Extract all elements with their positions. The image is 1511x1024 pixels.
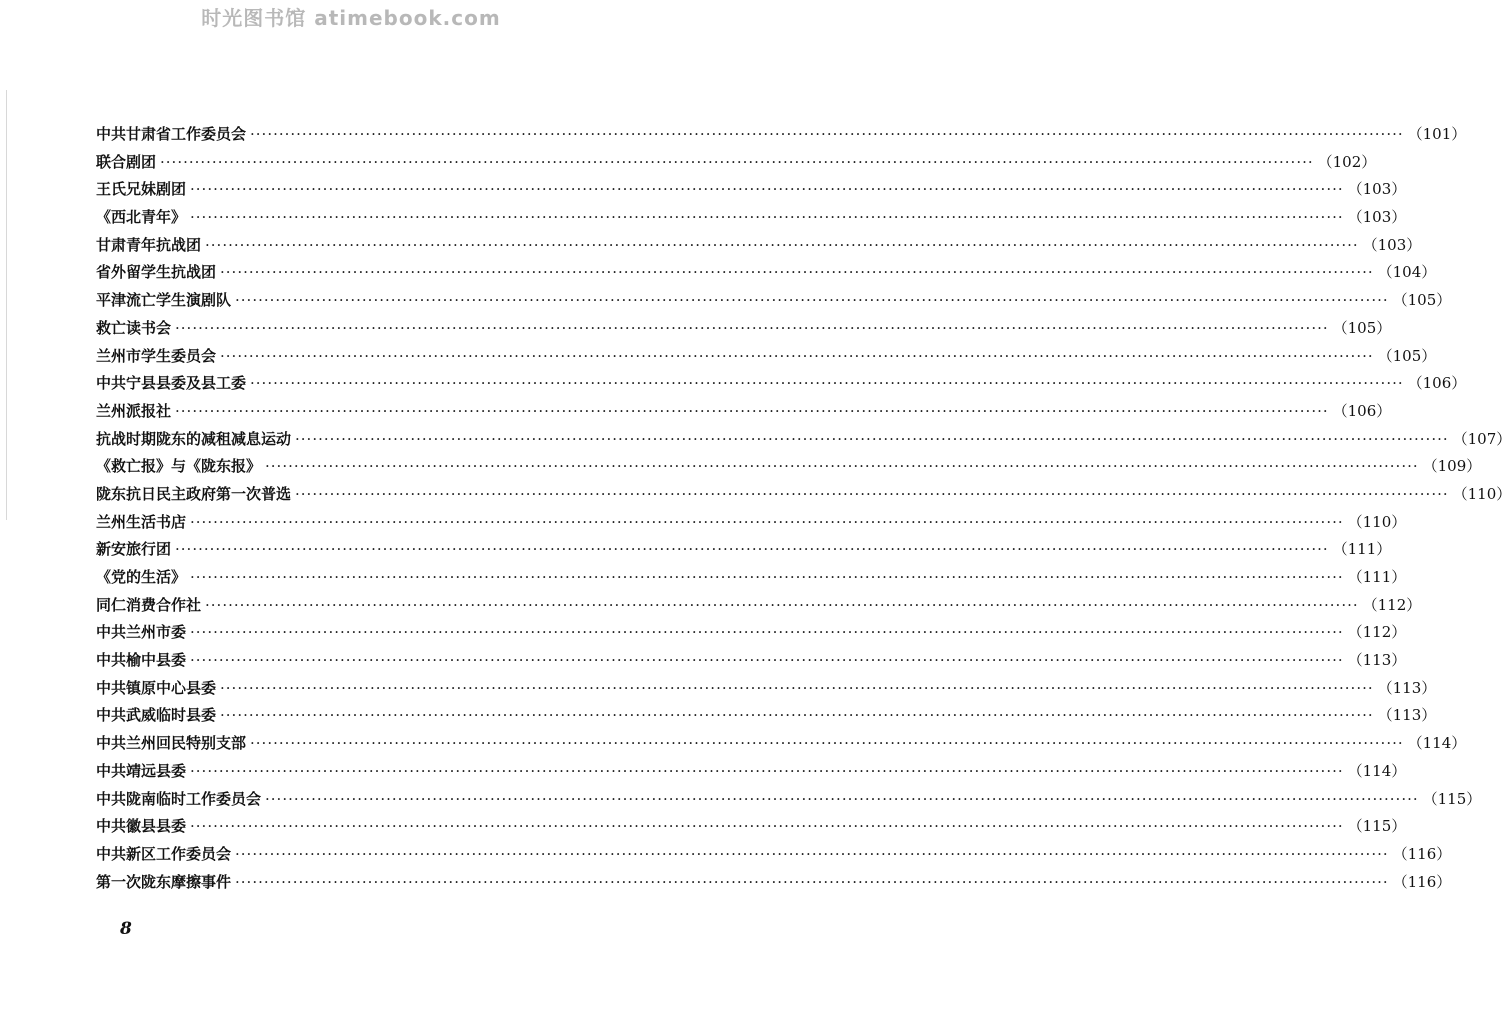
toc-leader-dots: ········································································································································································································ <box>160 152 1314 171</box>
toc-entry <box>96 564 1407 592</box>
toc-entry-title: 中共陇南临时工作委员会 <box>96 789 262 808</box>
toc-entry-title: 同仁消费合作社 <box>96 595 202 614</box>
toc-entry-title: 中共兰州市委 <box>96 623 187 642</box>
toc-entry-page: （114） <box>1407 734 1467 753</box>
toc-leader-dots: ········································································································································································································ <box>175 401 1329 420</box>
toc-leader-dots: ········································································································································································································ <box>220 678 1374 697</box>
toc-leader-dots: ········································································································································································································ <box>190 761 1344 780</box>
toc-entry-page: （105） <box>1377 346 1437 365</box>
toc-entry <box>96 841 1452 869</box>
toc-entry-title: 中共徽县县委 <box>96 817 187 836</box>
table-of-contents <box>96 121 1511 896</box>
toc-entry-title: 中共武威临时县委 <box>96 706 217 725</box>
toc-entry-page: （111） <box>1332 540 1392 559</box>
toc-leader-dots: ········································································································································································································ <box>295 429 1449 448</box>
toc-leader-dots: ········································································································································································································ <box>190 180 1344 199</box>
toc-leader-dots: ········································································································································································································ <box>190 208 1344 227</box>
toc-entry-title: 平津流亡学生演剧队 <box>96 291 232 310</box>
toc-entry <box>96 675 1437 703</box>
toc-entry-page: （116） <box>1392 872 1452 891</box>
toc-entry-page: （101） <box>1407 125 1467 143</box>
toc-entry <box>96 592 1422 620</box>
toc-entry-title: 省外留学生抗战团 <box>96 263 217 282</box>
toc-entry-title: 《救亡报》与《陇东报》 <box>96 457 262 476</box>
toc-entry-title: 抗战时期陇东的减租减息运动 <box>96 429 292 448</box>
toc-leader-dots: ········································································································································································································ <box>205 595 1359 614</box>
toc-entry-page: （113） <box>1377 706 1437 725</box>
toc-entry <box>96 259 1437 287</box>
toc-entry-title: 《党的生活》 <box>96 568 187 586</box>
toc-leader-dots: ········································································································································································································ <box>235 844 1389 863</box>
toc-entry-page: （102） <box>1317 152 1377 171</box>
toc-entry-page: （106） <box>1332 401 1392 420</box>
toc-leader-dots: ········································································································································································································ <box>250 374 1404 393</box>
toc-entry <box>96 536 1392 564</box>
toc-leader-dots: ········································································································································································································ <box>265 457 1419 476</box>
toc-entry <box>96 370 1467 398</box>
toc-entry-page: （103） <box>1347 208 1407 227</box>
toc-entry-page: （106） <box>1407 374 1467 393</box>
toc-leader-dots: ········································································································································································································ <box>250 734 1404 753</box>
toc-entry-page: （111） <box>1347 568 1407 586</box>
toc-entry-title: 联合剧团 <box>96 152 157 171</box>
toc-entry-title: 《西北青年》 <box>96 208 187 227</box>
toc-entry <box>96 121 1467 149</box>
toc-entry <box>96 702 1437 730</box>
toc-entry-title: 甘肃青年抗战团 <box>96 235 202 254</box>
toc-entry-page: （104） <box>1377 263 1437 282</box>
toc-entry-page: （110） <box>1452 484 1511 503</box>
toc-entry <box>96 730 1467 758</box>
toc-leader-dots: ········································································································································································································ <box>205 235 1359 254</box>
toc-entry <box>96 813 1407 841</box>
toc-entry-title: 中共兰州回民特别支部 <box>96 734 247 753</box>
toc-entry <box>96 204 1407 232</box>
toc-entry-title: 中共新区工作委员会 <box>96 844 232 863</box>
toc-entry-page: （105） <box>1332 318 1392 337</box>
toc-entry-title: 救亡读书会 <box>96 318 172 337</box>
toc-leader-dots: ········································································································································································································ <box>235 872 1389 891</box>
toc-entry-title: 中共榆中县委 <box>96 651 187 670</box>
toc-entry-page: （110） <box>1347 512 1407 531</box>
toc-entry-page: （103） <box>1362 235 1422 254</box>
toc-entry-page: （116） <box>1392 844 1452 863</box>
toc-leader-dots: ········································································································································································································ <box>220 706 1374 725</box>
toc-entry <box>96 232 1422 260</box>
toc-leader-dots: ········································································································································································································ <box>265 789 1419 808</box>
toc-entry <box>96 869 1452 897</box>
toc-leader-dots: ········································································································································································································ <box>220 346 1374 365</box>
toc-entry <box>96 481 1511 509</box>
toc-entry-page: （115） <box>1422 789 1482 808</box>
toc-leader-dots: ········································································································································································································ <box>190 623 1344 642</box>
toc-entry-page: （113） <box>1347 651 1407 670</box>
toc-entry-title: 第一次陇东摩擦事件 <box>96 872 232 891</box>
toc-entry-page: （105） <box>1392 291 1452 310</box>
toc-leader-dots: ········································································································································································································ <box>250 125 1404 143</box>
toc-entry-page: （113） <box>1377 678 1437 697</box>
toc-entry-page: （109） <box>1422 457 1482 476</box>
toc-entry <box>96 426 1511 454</box>
toc-entry <box>96 619 1407 647</box>
toc-leader-dots: ········································································································································································································ <box>190 817 1344 836</box>
toc-entry-title: 中共甘肃省工作委员会 <box>96 125 247 143</box>
toc-entry <box>96 647 1407 675</box>
toc-entry <box>96 398 1392 426</box>
toc-entry-page: （107） <box>1452 429 1511 448</box>
toc-entry <box>96 315 1392 343</box>
toc-leader-dots: ········································································································································································································ <box>175 318 1329 337</box>
toc-leader-dots: ········································································································································································································ <box>220 263 1374 282</box>
toc-entry <box>96 453 1482 481</box>
toc-entry <box>96 786 1482 814</box>
watermark: 时光图书馆 atimebook.com <box>201 6 501 30</box>
toc-entry-title: 兰州生活书店 <box>96 512 187 531</box>
toc-entry-page: （112） <box>1362 595 1422 614</box>
toc-entry <box>96 343 1437 371</box>
page-number: 8 <box>120 919 132 939</box>
scan-edge-line <box>6 90 7 520</box>
toc-entry-title: 王氏兄妹剧团 <box>96 180 187 199</box>
toc-entry <box>96 758 1407 786</box>
toc-entry-page: （103） <box>1347 180 1407 199</box>
toc-entry-title: 兰州派报社 <box>96 401 172 420</box>
toc-entry <box>96 149 1377 177</box>
toc-leader-dots: ········································································································································································································ <box>235 291 1389 310</box>
toc-leader-dots: ········································································································································································································ <box>190 512 1344 531</box>
toc-leader-dots: ········································································································································································································ <box>295 484 1449 503</box>
toc-entry <box>96 176 1407 204</box>
toc-entry-page: （112） <box>1347 623 1407 642</box>
toc-entry-title: 陇东抗日民主政府第一次普选 <box>96 484 292 503</box>
toc-entry-title: 兰州市学生委员会 <box>96 346 217 365</box>
toc-leader-dots: ········································································································································································································ <box>190 568 1344 586</box>
toc-leader-dots: ········································································································································································································ <box>175 540 1329 559</box>
toc-entry-page: （114） <box>1347 761 1407 780</box>
toc-entry <box>96 287 1452 315</box>
toc-entry <box>96 509 1407 537</box>
toc-entry-page: （115） <box>1347 817 1407 836</box>
toc-leader-dots: ········································································································································································································ <box>190 651 1344 670</box>
toc-entry-title: 中共靖远县委 <box>96 761 187 780</box>
toc-entry-title: 中共宁县县委及县工委 <box>96 374 247 393</box>
toc-entry-title: 中共镇原中心县委 <box>96 678 217 697</box>
toc-entry-title: 新安旅行团 <box>96 540 172 559</box>
